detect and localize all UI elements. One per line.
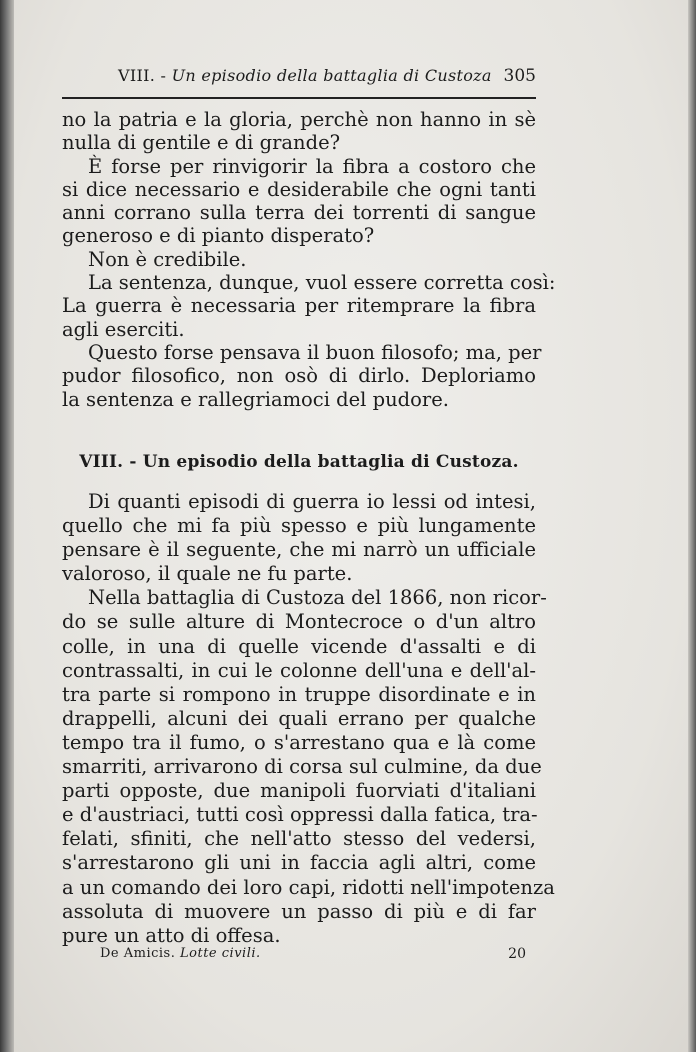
footer-signature-mark [100, 946, 261, 961]
footer-book-title: Lotte civili. [180, 946, 261, 961]
text-line: pure un atto di offesa. [62, 923, 281, 947]
text-line: tra parte si rompono in truppe disordinate e in [62, 682, 536, 706]
page-number: 305 [503, 66, 536, 86]
text-line: generoso e di pianto disperato? [62, 224, 375, 248]
text-block-bottom [62, 490, 555, 948]
text-line: anni corrano sulla terra dei torrenti di sangue [62, 201, 536, 225]
footer-signature-number: 20 [508, 946, 526, 962]
text-line: pensare è il seguente, che mi narrò un ufficiale [62, 538, 536, 562]
page-edge-shadow [688, 0, 696, 1052]
text-line: contrassalti, in cui le colonne dell'una e dell'al- [62, 658, 536, 682]
text-line: no la patria e la gloria, perchè non hanno in sè [62, 108, 536, 131]
text-line: do se sulle alture di Montecroce o d'un altro [62, 610, 536, 634]
text-line: quello che mi fa più spesso e più lungamente [62, 514, 536, 538]
text-line: Di quanti episodi di guerra io lessi od intesi, [88, 490, 536, 513]
text-line: a un comando dei loro capi, ridotti nell'impotenza [62, 875, 555, 899]
text-line: La guerra è necessaria per ritemprare la fibra [62, 294, 536, 318]
text-line: Questo forse pensava il buon filosofo; ma, per [88, 340, 542, 364]
text-line: felati, sfiniti, che nell'atto stesso del vedersi, [62, 827, 536, 851]
running-head-text: Un episodio della battaglia di Custoza [171, 66, 492, 85]
text-line: s'arrestarono gli uni in faccia agli altri, come [62, 851, 536, 875]
text-line: colle, in una di quelle vicende d'assalti e di [62, 634, 536, 658]
text-line: drappelli, alcuni dei quali errano per qualche [62, 706, 536, 730]
text-line: nulla di gentile e di grande? [62, 131, 341, 155]
text-line: Nella battaglia di Custoza del 1866, non ricor- [88, 586, 547, 610]
page-footer [100, 946, 530, 968]
text-line: si dice necessario e desiderabile che ogni tanti [62, 177, 536, 201]
text-line: La sentenza, dunque, vuol essere corretta così: [88, 271, 556, 295]
text-line: parti opposte, due manipoli fuorviati d'italiani [62, 779, 536, 803]
running-head-chapter: VIII. - [118, 66, 167, 85]
text-line: la sentenza e rallegriamoci del pudore. [62, 387, 449, 411]
section-heading: VIII. - Un episodio della battaglia di Custoza. [79, 452, 519, 472]
footer-author: De Amicis. [100, 946, 176, 961]
text-line: È forse per rinvigorir la fibra a costoro che [88, 154, 536, 178]
text-line: valoroso, il quale ne fu parte. [62, 562, 353, 586]
text-line: assoluta di muovere un passo di più e di far [62, 899, 536, 923]
text-line: smarriti, arrivarono di corsa sul culmine, da due [62, 755, 542, 779]
text-line: e d'austriaci, tutti così oppressi dalla fatica, tra- [62, 803, 538, 827]
text-line: pudor filosofico, non osò di dirlo. Deploriamo [62, 364, 536, 388]
text-block-top [62, 108, 556, 411]
running-head-title [118, 66, 492, 85]
header-rule [62, 97, 536, 99]
running-head [62, 62, 536, 92]
book-spine-shadow [0, 0, 14, 1052]
text-line: agli eserciti. [62, 317, 185, 341]
text-line: tempo tra il fumo, o s'arrestano qua e là come [62, 730, 536, 754]
text-line: Non è credibile. [88, 247, 247, 271]
